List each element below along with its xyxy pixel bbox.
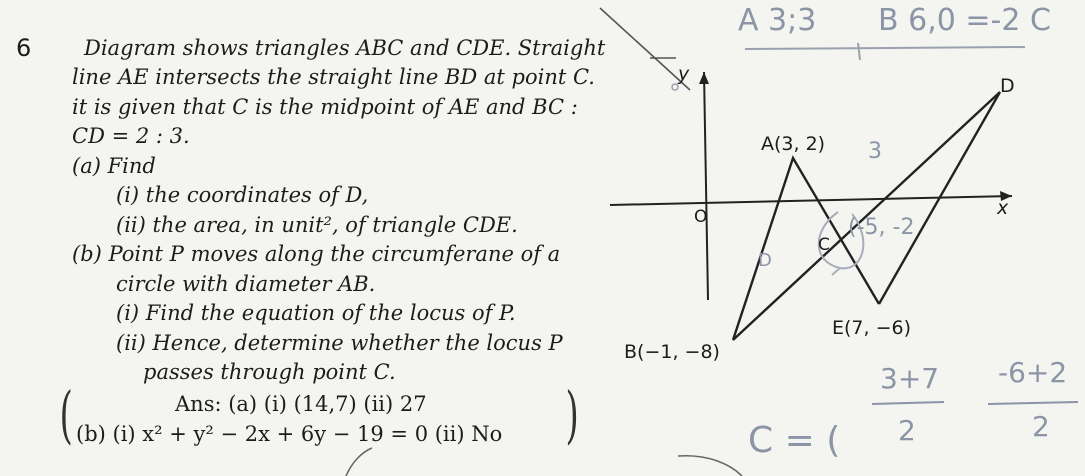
- point-e-label: E(7, −6): [832, 317, 912, 339]
- handwritten-note-3: 3: [868, 139, 882, 164]
- question-line-9: circle with diameter AB.: [116, 272, 376, 296]
- handwritten-tick: [858, 43, 860, 60]
- answer-open-paren: (: [59, 378, 73, 451]
- question-line-5: (a) Find: [72, 154, 156, 178]
- pencil-arc-left: [346, 448, 372, 476]
- handwritten-note-d: D: [758, 250, 772, 271]
- point-c-label: C: [818, 235, 830, 255]
- question-line-6: (i) the coordinates of D,: [116, 183, 369, 207]
- question-line-11: (ii) Hence, determine whether the locus P: [116, 331, 563, 355]
- question-line-10: (i) Find the equation of the locus of P.: [116, 301, 516, 325]
- y-axis-arrow-icon: [699, 72, 709, 84]
- handwritten-frac2-numerator: -6+2: [998, 356, 1068, 389]
- point-d-label: D: [1000, 75, 1015, 97]
- handwritten-frac1-bar: [872, 402, 944, 404]
- handwritten-frac1-denominator: 2: [898, 414, 916, 447]
- pencil-arc-right: [678, 456, 742, 476]
- x-axis-label: x: [997, 197, 1009, 219]
- line-b-a-e: [733, 158, 879, 340]
- point-b-label: B(−1, −8): [624, 341, 720, 363]
- question-number: 6: [16, 34, 32, 62]
- question-line-8: (b) Point P moves along the circumferane of a: [72, 242, 561, 266]
- answer-line-1: Ans: (a) (i) (14,7) (ii) 27: [175, 392, 427, 416]
- handwritten-note-c: (-5, -2: [848, 215, 915, 240]
- question-line-7: (ii) the area, in unit², of triangle CDE.: [116, 213, 518, 237]
- question-line-1: Diagram shows triangles ABC and CDE. Straight: [84, 36, 606, 60]
- handwritten-underline: [745, 47, 1025, 49]
- answer-close-paren: ): [565, 378, 579, 451]
- answer-line-2: (b) (i) x² + y² − 2x + 6y − 19 = 0 (ii) No: [76, 422, 503, 446]
- handwritten-c-equals: C = (: [748, 420, 841, 461]
- handwritten-note-a: A 3;3: [738, 3, 817, 38]
- point-a-label: A(3, 2): [761, 133, 826, 155]
- handwritten-frac2-bar: [988, 402, 1078, 404]
- handwritten-frac1-numerator: 3+7: [880, 362, 940, 395]
- question-line-2: line AE intersects the straight line BD at point C.: [72, 65, 595, 89]
- question-line-12: passes through point C.: [143, 360, 396, 384]
- question-line-4: CD = 2 : 3.: [72, 124, 190, 148]
- y-axis: [704, 72, 708, 300]
- x-axis: [610, 196, 1012, 205]
- handwritten-frac2-denominator: 2: [1032, 410, 1050, 443]
- handwritten-stroke: [832, 268, 840, 275]
- origin-label: O: [694, 207, 708, 227]
- pencil-line: [600, 8, 690, 90]
- question-line-3: it is given that C is the midpoint of AE and BC :: [72, 95, 578, 119]
- handwritten-note-b: B 6,0 =-2 C: [878, 3, 1051, 38]
- y-axis-label: y: [678, 63, 690, 85]
